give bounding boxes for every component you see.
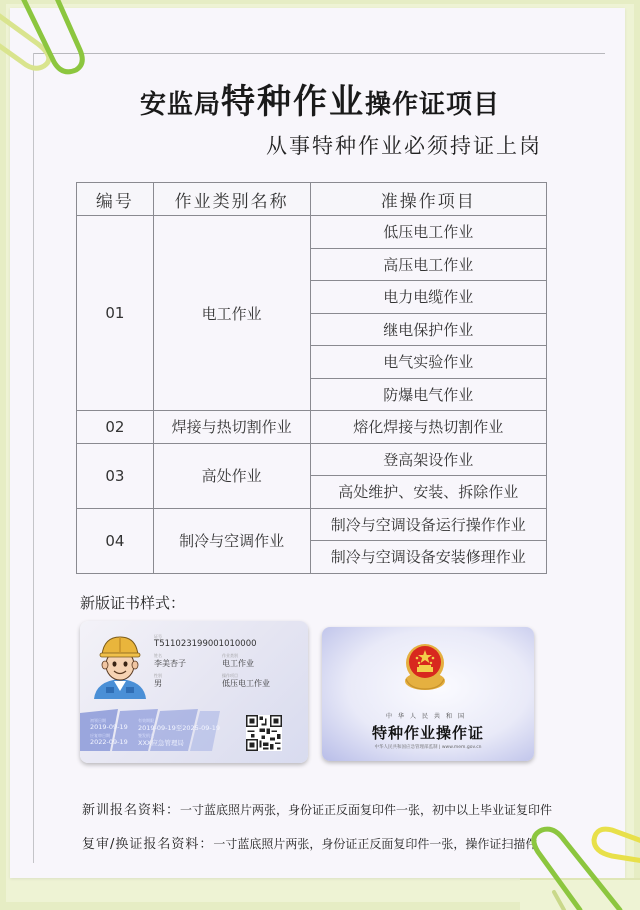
title-part-2: 特种作业 xyxy=(221,82,365,122)
certificate-title: 特种作业操作证 xyxy=(371,724,484,742)
holder-name: 李美杏子 xyxy=(154,659,186,668)
table-row xyxy=(77,216,547,249)
group-category: 高处作业 xyxy=(153,443,310,508)
group-category: 焊接与热切割作业 xyxy=(153,411,310,444)
worker-avatar-icon xyxy=(92,633,148,699)
operation-item: 熔化焊接与热切割作业 xyxy=(310,411,547,444)
table-row xyxy=(77,411,547,444)
gender-label: 性别 xyxy=(154,673,162,678)
operation-item: 制冷与空调设备安装修理作业 xyxy=(310,541,547,574)
national-emblem-icon xyxy=(400,639,450,693)
header-items: 准操作项目 xyxy=(310,183,547,216)
certificate-card-front xyxy=(80,621,308,763)
issuer-footer: 中华人民共和国应急管理部监制 | www.mem.gov.cn xyxy=(374,745,482,750)
header-category: 作业类别名称 xyxy=(153,183,310,216)
requirement-label: 新训报名资料： xyxy=(82,803,181,818)
table-header-row xyxy=(77,183,547,216)
title-part-3: 操作证项目 xyxy=(365,90,501,120)
id-label: 证号 xyxy=(154,634,162,639)
group-category: 制冷与空调作业 xyxy=(153,508,310,573)
group-code: 04 xyxy=(77,508,154,573)
group-code: 02 xyxy=(77,411,154,444)
qr-code-icon xyxy=(246,715,282,751)
operation-item: 防爆电气作业 xyxy=(310,378,547,411)
country-name: 中华人民共和国 xyxy=(385,713,470,720)
requirement-label: 复审/换证报名资料： xyxy=(82,837,214,852)
group-category: 电工作业 xyxy=(153,216,310,411)
validity-label: 有效期限 xyxy=(138,718,154,723)
operation-item: 电力电缆作业 xyxy=(310,281,547,314)
operation-item: 高压电工作业 xyxy=(310,248,547,281)
validity-period: 2019-09-19至2025-09-19 xyxy=(138,724,221,732)
left-rule-line xyxy=(33,53,34,863)
holder-item: 低压电工作业 xyxy=(222,679,270,688)
first-issue-date: 2019-09-19 xyxy=(90,723,128,731)
group-code: 03 xyxy=(77,443,154,508)
top-rule-line xyxy=(33,53,605,54)
certificate-section-label: 新版证书样式： xyxy=(80,594,186,612)
page-title xyxy=(0,74,640,123)
holder-gender: 男 xyxy=(154,679,162,688)
page-subtitle: 从事特种作业必须持证上岗 xyxy=(266,134,542,158)
review-date: 2022-09-19 xyxy=(90,738,128,746)
review-label: 应复审日期 xyxy=(90,733,110,738)
table-row xyxy=(77,443,547,476)
operation-item: 电气实验作业 xyxy=(310,346,547,379)
issuer-label: 签发机关 xyxy=(138,733,154,738)
certificate-card-back xyxy=(322,627,534,761)
holder-category: 电工作业 xyxy=(222,659,254,668)
id-number: T511023199001010000 xyxy=(154,639,257,649)
item-label: 操作项目 xyxy=(222,673,238,678)
operation-items-table xyxy=(76,182,547,574)
new-training-requirements xyxy=(82,799,552,818)
operation-item: 继电保护作业 xyxy=(310,313,547,346)
table-row xyxy=(77,508,547,541)
operation-item: 登高架设作业 xyxy=(310,443,547,476)
issuer-name: XXX应急管理局 xyxy=(138,739,184,747)
first-issue-label: 初领日期 xyxy=(90,718,106,723)
operation-item: 高处维护、安装、拆除作业 xyxy=(310,476,547,509)
operation-item: 低压电工作业 xyxy=(310,216,547,249)
requirement-text: 一寸蓝底照片两张，身份证正反面复印件一张，初中以上毕业证复印件 xyxy=(180,803,553,817)
operation-item: 制冷与空调设备运行操作作业 xyxy=(310,508,547,541)
renewal-requirements xyxy=(82,833,537,852)
requirement-text: 一寸蓝底照片两张，身份证正反面复印件一张，操作证扫描件 xyxy=(213,837,538,851)
name-label: 姓名 xyxy=(154,653,162,658)
header-code: 编号 xyxy=(77,183,154,216)
category-label: 作业类别 xyxy=(222,653,238,658)
title-part-1: 安监局 xyxy=(139,90,221,120)
group-code: 01 xyxy=(77,216,154,411)
